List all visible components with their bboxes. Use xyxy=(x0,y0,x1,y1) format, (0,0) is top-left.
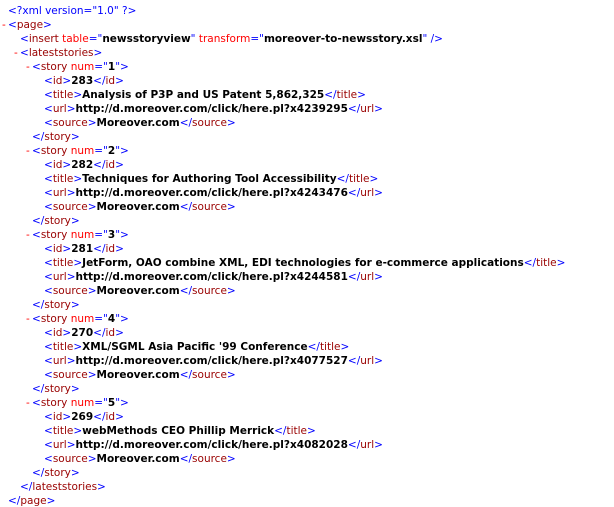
close-bracket-icon: > xyxy=(87,285,97,297)
lateststories-open-line xyxy=(0,46,614,60)
attribute-value: 2 xyxy=(107,145,116,157)
attribute-name: num xyxy=(70,145,95,157)
story-1-title-line xyxy=(0,88,614,102)
element-name: id xyxy=(52,243,63,255)
element-name: source xyxy=(192,369,227,381)
element-name: url xyxy=(52,271,67,283)
story-4-title-line xyxy=(0,340,614,354)
title-text-content: webMethods CEO Phillip Merrick xyxy=(82,425,275,437)
element-name: story xyxy=(40,229,68,241)
close-bracket-icon: > xyxy=(556,257,566,269)
element-name: title xyxy=(536,257,557,269)
element-name: url xyxy=(360,439,375,451)
id-text-content: 282 xyxy=(71,159,94,171)
open-bracket-icon: < xyxy=(44,439,53,451)
element-name: story xyxy=(44,467,71,479)
close-bracket-icon: > xyxy=(46,495,56,507)
element-name: title xyxy=(52,425,74,437)
attribute-name: num xyxy=(70,229,95,241)
open-end-bracket-icon: </ xyxy=(336,173,349,185)
element-name: source xyxy=(52,453,88,465)
close-bracket-icon: > xyxy=(226,369,236,381)
id-text-content: 269 xyxy=(71,411,94,423)
story-5-id-line xyxy=(0,410,614,424)
open-bracket-icon: < xyxy=(44,327,53,339)
element-name: page xyxy=(20,495,47,507)
open-end-bracket-icon: </ xyxy=(179,201,193,213)
equals-quote-icon: =" xyxy=(94,61,108,73)
close-bracket-icon: > xyxy=(73,89,83,101)
element-name: lateststories xyxy=(28,47,94,59)
open-end-bracket-icon: </ xyxy=(307,341,320,353)
quote-close-bracket-icon: "> xyxy=(115,145,129,157)
element-name: title xyxy=(52,89,74,101)
element-name: source xyxy=(192,285,227,297)
open-bracket-icon: < xyxy=(44,243,53,255)
equals-quote-icon: =" xyxy=(250,33,264,45)
open-end-bracket-icon: </ xyxy=(274,425,287,437)
story-2-url-line xyxy=(0,186,614,200)
story-1-id-line xyxy=(0,74,614,88)
element-name: url xyxy=(52,187,67,199)
xml-prolog-line xyxy=(0,4,614,18)
equals-quote-icon: =" xyxy=(88,33,103,45)
open-bracket-icon: < xyxy=(32,397,41,409)
attribute-name: transform xyxy=(198,33,251,45)
open-end-bracket-icon: </ xyxy=(179,285,193,297)
open-bracket-icon: < xyxy=(20,33,29,45)
open-bracket-icon: < xyxy=(32,229,41,241)
source-text-content: Moreover.com xyxy=(96,453,180,465)
open-end-bracket-icon: </ xyxy=(93,75,106,87)
close-bracket-icon: > xyxy=(374,355,383,367)
quote-close-bracket-icon: "> xyxy=(115,313,129,325)
close-bracket-icon: > xyxy=(307,425,316,437)
page-open-line xyxy=(0,18,614,32)
open-bracket-icon: < xyxy=(44,411,53,423)
collapse-minus-icon[interactable]: - xyxy=(26,145,30,157)
open-end-bracket-icon: </ xyxy=(347,103,361,115)
close-bracket-icon: > xyxy=(70,467,80,479)
open-end-bracket-icon: </ xyxy=(93,243,106,255)
source-text-content: Moreover.com xyxy=(96,201,180,213)
lateststories-close-line xyxy=(0,480,614,494)
open-bracket-icon: < xyxy=(44,257,53,269)
element-name: id xyxy=(52,75,63,87)
element-name: story xyxy=(44,383,71,395)
element-name: url xyxy=(52,439,67,451)
element-name: url xyxy=(360,103,375,115)
close-bracket-icon: > xyxy=(374,271,383,283)
id-text-content: 281 xyxy=(71,243,94,255)
title-text-content: XML/SGML Asia Pacific '99 Conference xyxy=(82,341,308,353)
open-end-bracket-icon: </ xyxy=(32,383,45,395)
element-name: story xyxy=(40,313,68,325)
story-3-title-line xyxy=(0,256,614,270)
close-bracket-icon: > xyxy=(97,481,106,493)
open-end-bracket-icon: </ xyxy=(93,159,106,171)
open-end-bracket-icon: </ xyxy=(347,439,361,451)
element-name: source xyxy=(192,201,227,213)
story-2-title-line xyxy=(0,172,614,186)
story-3-close-line xyxy=(0,298,614,312)
element-name: id xyxy=(52,411,63,423)
collapse-minus-icon[interactable]: - xyxy=(2,19,6,31)
close-bracket-icon: > xyxy=(66,103,76,115)
story-3-source-line xyxy=(0,284,614,298)
story-1-close-line xyxy=(0,130,614,144)
open-bracket-icon: < xyxy=(32,313,41,325)
open-end-bracket-icon: </ xyxy=(347,187,361,199)
open-bracket-icon: < xyxy=(44,271,53,283)
open-bracket-icon: < xyxy=(44,173,53,185)
element-name: id xyxy=(105,75,116,87)
title-text-content: Techniques for Authoring Tool Accessibility xyxy=(82,173,337,185)
open-bracket-icon: < xyxy=(20,47,29,59)
open-bracket-icon: < xyxy=(44,187,53,199)
story-4-source-line xyxy=(0,368,614,382)
story-3-url-line xyxy=(0,270,614,284)
element-name: source xyxy=(52,369,88,381)
close-bracket-icon: > xyxy=(87,201,97,213)
open-end-bracket-icon: </ xyxy=(324,89,337,101)
close-bracket-icon: > xyxy=(73,425,83,437)
id-text-content: 270 xyxy=(71,327,94,339)
story-5-url-line xyxy=(0,438,614,452)
open-end-bracket-icon: </ xyxy=(347,271,361,283)
close-bracket-icon: > xyxy=(43,19,52,31)
element-name: title xyxy=(336,89,358,101)
close-bracket-icon: > xyxy=(115,327,124,339)
collapse-minus-icon[interactable]: - xyxy=(26,61,30,73)
collapse-minus-icon[interactable]: - xyxy=(26,229,30,241)
story-5-source-line xyxy=(0,452,614,466)
element-name: id xyxy=(105,411,116,423)
element-name: url xyxy=(52,355,67,367)
element-name: url xyxy=(52,103,67,115)
story-1-open-line xyxy=(0,60,614,74)
story-5-close-line xyxy=(0,466,614,480)
open-bracket-icon: < xyxy=(44,453,53,465)
open-end-bracket-icon: </ xyxy=(523,257,537,269)
source-text-content: Moreover.com xyxy=(96,117,180,129)
element-name: url xyxy=(360,271,375,283)
story-2-close-line xyxy=(0,214,614,228)
open-bracket-icon: < xyxy=(8,19,17,31)
xml-prolog: <?xml version="1.0" ?> xyxy=(8,5,137,17)
close-bracket-icon: > xyxy=(62,243,72,255)
story-4-url-line xyxy=(0,354,614,368)
close-bracket-icon: > xyxy=(226,201,236,213)
open-end-bracket-icon: </ xyxy=(179,369,193,381)
close-bracket-icon: > xyxy=(226,285,236,297)
open-bracket-icon: < xyxy=(44,355,53,367)
open-bracket-icon: < xyxy=(44,425,53,437)
open-end-bracket-icon: </ xyxy=(8,495,21,507)
close-bracket-icon: > xyxy=(73,173,83,185)
close-bracket-icon: > xyxy=(62,411,72,423)
open-end-bracket-icon: </ xyxy=(20,481,33,493)
story-5-open-line xyxy=(0,396,614,410)
title-text-content: Analysis of P3P and US Patent 5,862,325 xyxy=(82,89,325,101)
element-name: source xyxy=(52,117,88,129)
element-name: page xyxy=(16,19,44,31)
open-end-bracket-icon: </ xyxy=(32,299,45,311)
quote-close-bracket-icon: "> xyxy=(115,397,129,409)
open-bracket-icon: < xyxy=(32,61,41,73)
element-name: title xyxy=(52,257,74,269)
equals-quote-icon: =" xyxy=(94,229,108,241)
element-name: story xyxy=(44,215,71,227)
close-bracket-icon: > xyxy=(66,187,76,199)
close-bracket-icon: > xyxy=(374,439,383,451)
close-bracket-icon: > xyxy=(66,271,76,283)
story-2-open-line xyxy=(0,144,614,158)
close-bracket-icon: > xyxy=(226,117,236,129)
element-name: story xyxy=(44,131,71,143)
close-bracket-icon: > xyxy=(369,173,379,185)
open-end-bracket-icon: </ xyxy=(32,215,45,227)
open-bracket-icon: < xyxy=(44,117,53,129)
element-name: insert xyxy=(28,33,59,45)
story-3-open-line xyxy=(0,228,614,242)
attribute-value: 1 xyxy=(107,61,116,73)
element-name: story xyxy=(40,397,68,409)
equals-quote-icon: =" xyxy=(94,313,108,325)
open-end-bracket-icon: </ xyxy=(179,117,193,129)
close-bracket-icon: > xyxy=(70,299,80,311)
attribute-value: 5 xyxy=(107,397,116,409)
quote-icon: " xyxy=(190,33,196,45)
element-name: url xyxy=(360,187,375,199)
open-end-bracket-icon: </ xyxy=(32,467,45,479)
element-name: source xyxy=(52,201,88,213)
close-bracket-icon: > xyxy=(115,75,124,87)
url-text-content: http://d.moreover.com/click/here.pl?x4243476 xyxy=(75,187,348,199)
story-3-id-line xyxy=(0,242,614,256)
element-name: title xyxy=(286,425,307,437)
element-name: id xyxy=(52,159,63,171)
source-text-content: Moreover.com xyxy=(96,285,180,297)
collapse-minus-icon[interactable]: - xyxy=(14,47,18,59)
open-bracket-icon: < xyxy=(44,103,53,115)
attribute-name: num xyxy=(70,313,95,325)
close-bracket-icon: > xyxy=(70,215,80,227)
story-4-id-line xyxy=(0,326,614,340)
close-bracket-icon: > xyxy=(115,243,124,255)
collapse-minus-icon[interactable]: - xyxy=(26,313,30,325)
open-bracket-icon: < xyxy=(44,159,53,171)
close-bracket-icon: > xyxy=(93,47,103,59)
open-end-bracket-icon: </ xyxy=(179,453,193,465)
attribute-name: table xyxy=(62,33,89,45)
element-name: id xyxy=(105,159,116,171)
url-text-content: http://d.moreover.com/click/here.pl?x4082028 xyxy=(75,439,348,451)
story-5-title-line xyxy=(0,424,614,438)
self-close-bracket-icon: " /> xyxy=(422,33,443,45)
story-2-id-line xyxy=(0,158,614,172)
close-bracket-icon: > xyxy=(62,327,72,339)
element-name: id xyxy=(52,327,63,339)
attribute-value: 4 xyxy=(107,313,116,325)
close-bracket-icon: > xyxy=(340,341,350,353)
attribute-value: moreover-to-newsstory.xsl xyxy=(263,33,423,45)
element-name: source xyxy=(52,285,88,297)
collapse-minus-icon[interactable]: - xyxy=(26,397,30,409)
source-text-content: Moreover.com xyxy=(96,369,180,381)
attribute-value: newsstoryview xyxy=(102,33,191,45)
open-end-bracket-icon: </ xyxy=(93,327,106,339)
attribute-name: num xyxy=(70,61,95,73)
attribute-value: 3 xyxy=(107,229,116,241)
element-name: story xyxy=(40,145,68,157)
element-name: source xyxy=(192,453,227,465)
story-1-source-line xyxy=(0,116,614,130)
close-bracket-icon: > xyxy=(374,103,383,115)
element-name: title xyxy=(52,341,74,353)
equals-quote-icon: =" xyxy=(94,145,108,157)
element-name: url xyxy=(360,355,375,367)
open-bracket-icon: < xyxy=(44,75,53,87)
close-bracket-icon: > xyxy=(70,383,80,395)
url-text-content: http://d.moreover.com/click/here.pl?x4244581 xyxy=(75,271,348,283)
open-bracket-icon: < xyxy=(44,89,53,101)
close-bracket-icon: > xyxy=(226,453,236,465)
open-bracket-icon: < xyxy=(44,285,53,297)
element-name: story xyxy=(40,61,68,73)
open-end-bracket-icon: </ xyxy=(32,131,45,143)
insert-line xyxy=(0,32,614,46)
open-bracket-icon: < xyxy=(32,145,41,157)
element-name: story xyxy=(44,299,71,311)
open-end-bracket-icon: </ xyxy=(93,411,106,423)
attribute-name: num xyxy=(70,397,95,409)
open-end-bracket-icon: </ xyxy=(347,355,361,367)
element-name: lateststories xyxy=(32,481,98,493)
title-text-content: JetForm, OAO combine XML, EDI technologies for e-commerce applications xyxy=(82,257,524,269)
story-1-url-line xyxy=(0,102,614,116)
element-name: source xyxy=(192,117,227,129)
open-bracket-icon: < xyxy=(44,201,53,213)
story-4-close-line xyxy=(0,382,614,396)
element-name: title xyxy=(319,341,341,353)
element-name: title xyxy=(348,173,370,185)
story-4-open-line xyxy=(0,312,614,326)
story-2-source-line xyxy=(0,200,614,214)
close-bracket-icon: > xyxy=(87,453,97,465)
close-bracket-icon: > xyxy=(73,257,83,269)
url-text-content: http://d.moreover.com/click/here.pl?x4239295 xyxy=(75,103,348,115)
open-bracket-icon: < xyxy=(44,369,53,381)
close-bracket-icon: > xyxy=(374,187,383,199)
equals-quote-icon: =" xyxy=(94,397,108,409)
element-name: title xyxy=(52,173,74,185)
close-bracket-icon: > xyxy=(115,411,124,423)
close-bracket-icon: > xyxy=(66,355,76,367)
close-bracket-icon: > xyxy=(73,341,83,353)
close-bracket-icon: > xyxy=(70,131,80,143)
close-bracket-icon: > xyxy=(357,89,366,101)
page-close-line xyxy=(0,494,614,507)
close-bracket-icon: > xyxy=(62,159,72,171)
id-text-content: 283 xyxy=(71,75,94,87)
quote-close-bracket-icon: "> xyxy=(115,229,129,241)
url-text-content: http://d.moreover.com/click/here.pl?x4077527 xyxy=(75,355,348,367)
close-bracket-icon: > xyxy=(87,369,97,381)
quote-close-bracket-icon: "> xyxy=(115,61,129,73)
close-bracket-icon: > xyxy=(66,439,76,451)
close-bracket-icon: > xyxy=(115,159,124,171)
open-bracket-icon: < xyxy=(44,341,53,353)
close-bracket-icon: > xyxy=(62,75,72,87)
element-name: id xyxy=(105,327,116,339)
element-name: id xyxy=(105,243,116,255)
close-bracket-icon: > xyxy=(87,117,97,129)
